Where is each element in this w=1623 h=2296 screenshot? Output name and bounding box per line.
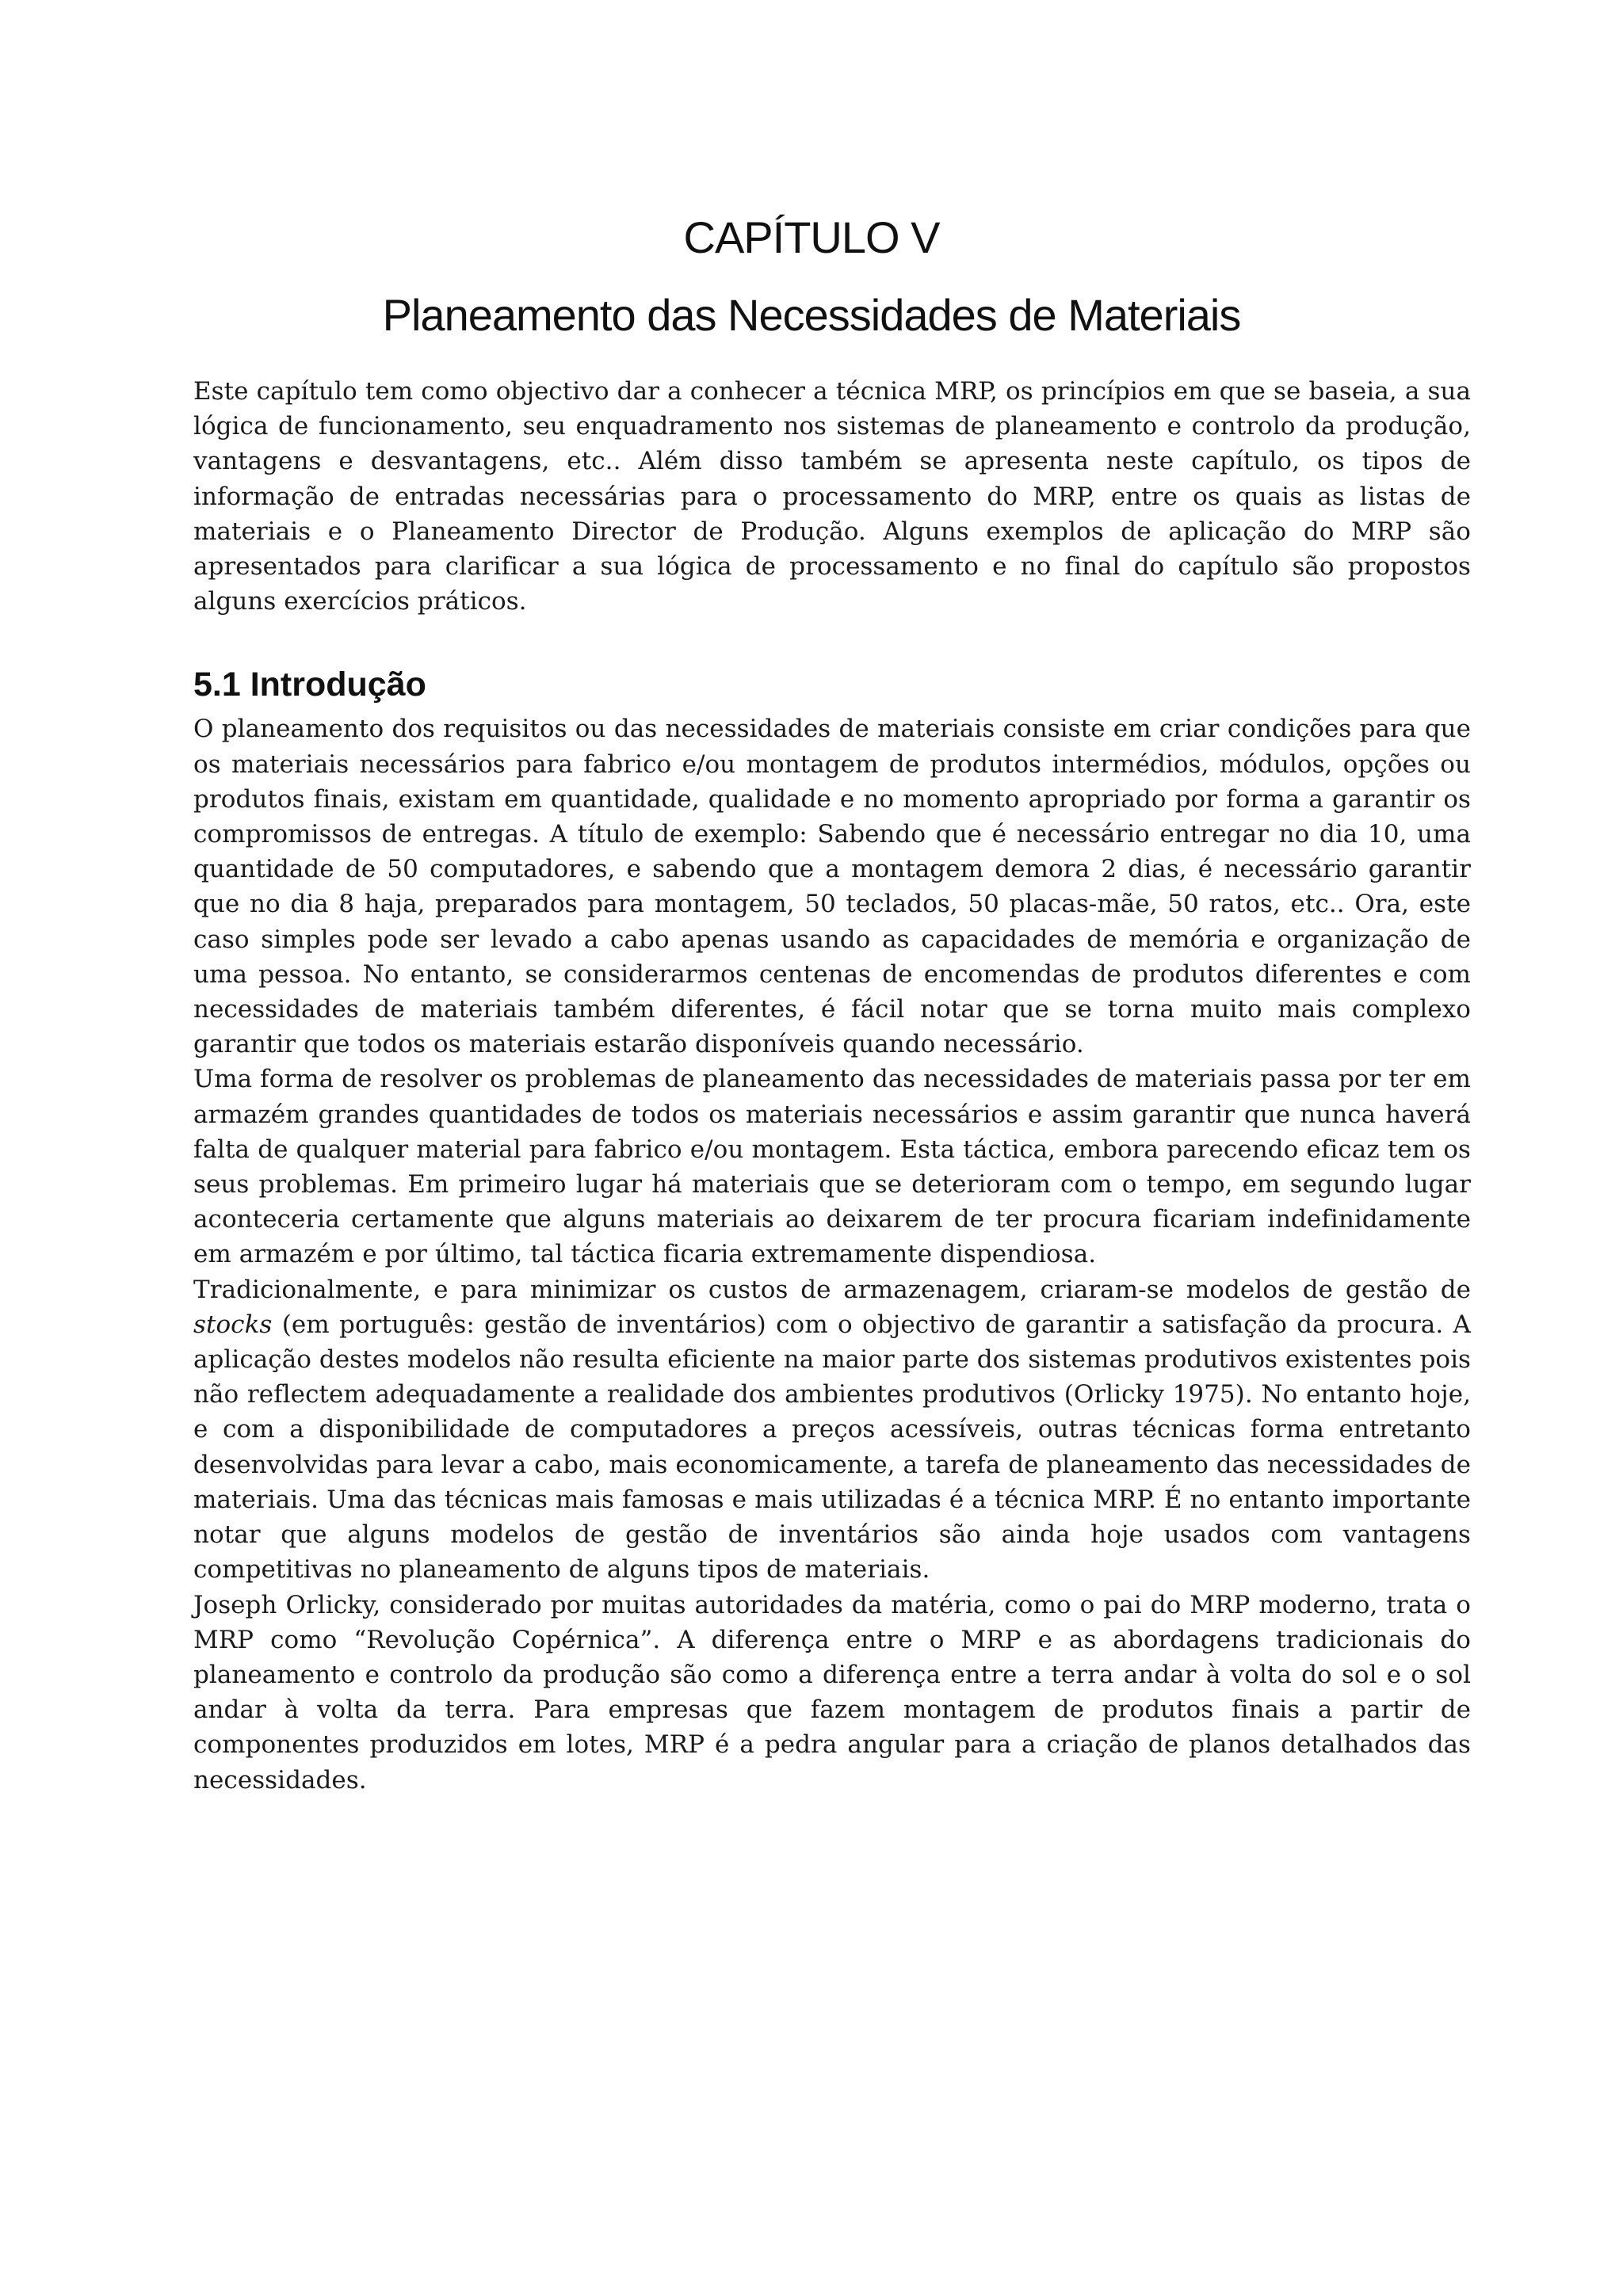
- paragraph-3-text-start: Tradicionalmente, e para minimizar os custos de armazenagem, criaram-se modelos de gestão de: [193, 1275, 1471, 1304]
- chapter-body: [193, 374, 1471, 1798]
- body-paragraph-1: O planeamento dos requisitos ou das necessidades de materiais consiste em criar condições para que os materiais necessários para fabrico e/ou montagem de produtos intermédios, módulos, opções ou produtos finais, existam em quantidade, qualidade e no momento apropriado por forma a garantir os compromissos de entregas. A título de exemplo: Sabendo que é necessário entregar no dia 10, uma quantidade de 50 computadores, e sabendo que a montagem demora 2 dias, é necessário garantir que no dia 8 haja, preparados para montagem, 50 teclados, 50 placas-mãe, 50 ratos, etc.. Ora, este caso simples pode ser levado a cabo apenas usando as capacidades de memória e organização de uma pessoa. No entanto, se considerarmos centenas de encomendas de produtos diferentes e com necessidades de materiais também diferentes, é fácil notar que se torna muito mais complexo garantir que todos os materiais estarão disponíveis quando necessário.: [193, 715, 1471, 1059]
- paragraph-3-text-end: (em português: gestão de inventários) com o objectivo de garantir a satisfação da procura. A aplicação destes modelos não resulta eficiente na maior parte dos sistemas produtivos existentes pois não reflectem adequadamente a realidade dos ambientes produtivos (Orlicky 1975). No entanto hoje, e com a disponibilidade de computadores a preços acessíveis, outras técnicas forma entretanto desenvolvidas para levar a cabo, mais economicamente, a tarefa de planeamento das necessidades de materiais. Uma das técnicas mais famosas e mais utilizadas é a técnica MRP. É no entanto importante notar que alguns modelos de gestão de inventários são ainda hoje usados com vantagens competitivas no planeamento de alguns tipos de materiais.: [193, 1310, 1471, 1585]
- section-heading: 5.1 Introdução: [193, 666, 426, 704]
- chapter-header: [0, 208, 1623, 345]
- body-paragraph-3: [193, 1272, 1471, 1588]
- body-paragraph-4: Joseph Orlicky, considerado por muitas autoridades da matéria, como o pai do MRP moderno, trata o MRP como “Revolução Copérnica”. A diferença entre o MRP e as abordagens tradicionais do planeamento e controlo da produção são como a diferença entre a terra andar à volta do sol e o sol andar à volta da terra. Para empresas que fazem montagem de produtos finais a partir de componentes produzidos em lotes, MRP é a pedra angular para a criação de planos detalhados das necessidades.: [193, 1590, 1471, 1794]
- italic-term-stocks: stocks: [193, 1310, 273, 1339]
- intro-paragraph: Este capítulo tem como objectivo dar a conhecer a técnica MRP, os princípios em que se baseia, a sua lógica de funcionamento, seu enquadramento nos sistemas de planeamento e controlo da produção, vantagens e desvantagens, etc.. Além disso também se apresenta neste capítulo, os tipos de informação de entradas necessárias para o processamento do MRP, entre os quais as listas de materiais e o Planeamento Director de Produção. Alguns exemplos de aplicação do MRP são apresentados para clarificar a sua lógica de processamento e no final do capítulo são propostos alguns exercícios práticos.: [193, 377, 1471, 616]
- body-paragraph-2: Uma forma de resolver os problemas de planeamento das necessidades de materiais passa por ter em armazém grandes quantidades de todos os materiais necessários e assim garantir que nunca haverá falta de qualquer material para fabrico e/ou montagem. Esta táctica, embora parecendo eficaz tem os seus problemas. Em primeiro lugar há materiais que se deterioram com o tempo, em segundo lugar aconteceria certamente que alguns materiais ao deixarem de ter procura ficariam indefinidamente em armazém e por último, tal táctica ficaria extremamente dispendiosa.: [193, 1065, 1471, 1269]
- chapter-title: Planeamento das Necessidades de Materiais: [382, 290, 1241, 340]
- chapter-label: CAPÍTULO V: [683, 212, 940, 262]
